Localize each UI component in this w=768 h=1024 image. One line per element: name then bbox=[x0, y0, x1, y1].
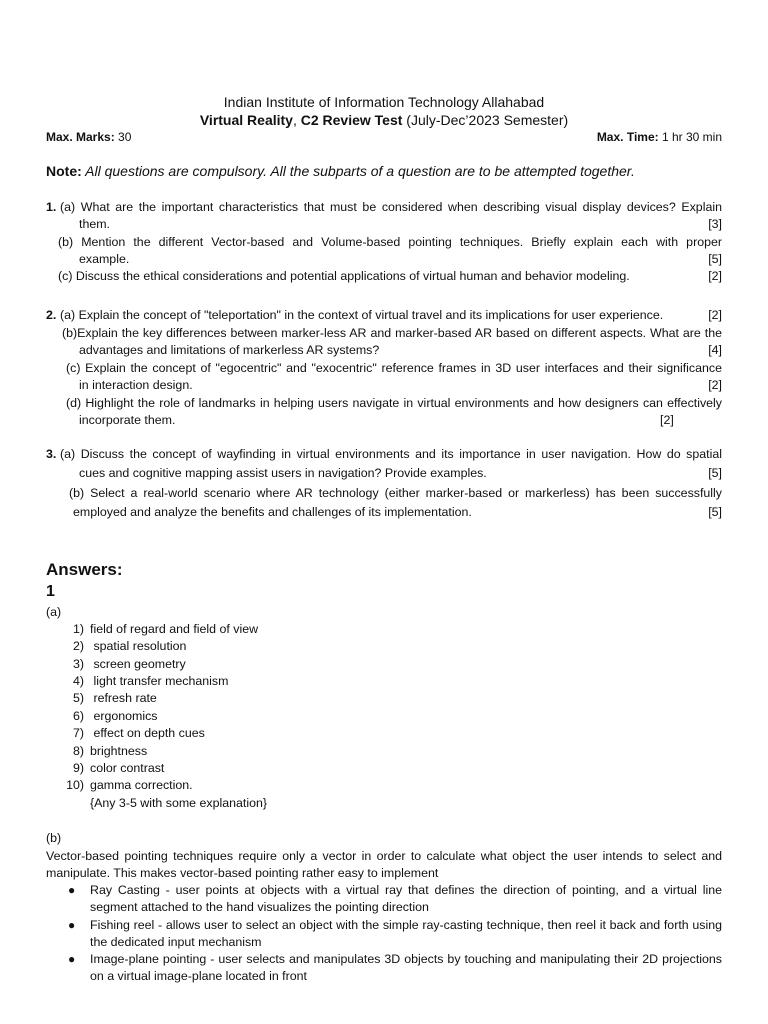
question-text: employed and analyze the benefits and challenges of its implementation. bbox=[73, 505, 472, 519]
max-marks-value: 30 bbox=[114, 130, 132, 144]
max-marks-label: Max. Marks: bbox=[46, 130, 115, 144]
list-item: 6) ergonomics bbox=[72, 709, 158, 723]
question-marks: [3] bbox=[708, 217, 722, 231]
question-text: cues and cognitive mapping assist users in navigation? Provide examples. bbox=[79, 466, 487, 480]
max-time-value: 1 hr 30 min bbox=[658, 130, 722, 144]
list-item: 7) effect on depth cues bbox=[72, 726, 205, 740]
max-time-label: Max. Time: bbox=[596, 130, 659, 144]
list-item: 2) spatial resolution bbox=[72, 639, 187, 653]
test-name: C2 Review Test bbox=[300, 112, 403, 128]
question-marks: [2] bbox=[660, 413, 674, 427]
bullet-icon: ● bbox=[68, 918, 76, 932]
question-marks: [4] bbox=[708, 343, 722, 357]
list-item: 9) color contrast bbox=[72, 761, 165, 775]
list-item: 10) gamma correction. bbox=[66, 778, 193, 792]
semester: (July-Dec’2023 Semester) bbox=[402, 112, 569, 128]
question-text: example. bbox=[79, 252, 130, 266]
question-number: 3. bbox=[46, 447, 57, 461]
list-item: 5) refresh rate bbox=[72, 691, 157, 705]
question-text: advantages and limitations of markerless AR systems? bbox=[79, 343, 380, 357]
question-text: in interaction design. bbox=[79, 378, 193, 392]
question-marks: [5] bbox=[708, 466, 722, 480]
question-text: (c) Discuss the ethical considerations and potential applications of virtual human and behavior modeling. bbox=[58, 269, 630, 283]
course-name: Virtual Reality bbox=[199, 112, 293, 128]
list-item: Ray Casting - user points at objects with a virtual ray that defines the direction of pointing, and a virtual line segment attached to the hand visualizes the pointing direction bbox=[90, 883, 722, 914]
question-text: (a) Explain the concept of "teleportation" in the context of virtual travel and its implications for user experience. bbox=[60, 308, 664, 322]
course-title-line bbox=[0, 112, 768, 128]
question-text: incorporate them. bbox=[79, 413, 176, 427]
question-marks: [5] bbox=[708, 505, 722, 519]
answer-part-b-intro: Vector-based pointing techniques require only a vector in order to calculate what object the user intends to select and manipulate. This makes vector-based pointing rather easy to implement bbox=[46, 849, 722, 880]
question-text: (b)Explain the key differences between marker-less AR and marker-based AR based on different aspects. What are the bbox=[62, 326, 722, 340]
question-number: 1. bbox=[46, 200, 57, 214]
list-item: 8) brightness bbox=[72, 744, 148, 758]
answer-1-label: 1 bbox=[46, 583, 55, 600]
list-item: Image-plane pointing - user selects and manipulates 3D objects by touching and manipulating their 2D projections on a virtual image-plane located in front bbox=[90, 952, 722, 983]
list-item: 1) field of regard and field of view bbox=[72, 622, 259, 636]
list-item: Fishing reel - allows user to select an object with the simple ray-casting technique, then reel it back and forth using the dedicated input mechanism bbox=[90, 918, 722, 949]
answers-heading: Answers: bbox=[46, 560, 123, 579]
max-time bbox=[597, 130, 722, 144]
question-text: (a) Discuss the concept of wayfinding in virtual environments and its importance in user navigation. How do spatial bbox=[60, 447, 722, 461]
question-text: (d) Highlight the role of landmarks in helping users navigate in virtual environments and how designers can effectively bbox=[66, 396, 722, 410]
list-item: 4) light transfer mechanism bbox=[72, 674, 229, 688]
answer-part-a-label: (a) bbox=[46, 605, 62, 619]
list-item: 3) screen geometry bbox=[72, 657, 186, 671]
question-text: (a) What are the important characteristics that must be considered when describing visual display devices? Explain bbox=[60, 200, 722, 214]
separator: , bbox=[292, 112, 301, 128]
question-marks: [5] bbox=[708, 252, 722, 266]
question-text: (b) Mention the different Vector-based and Volume-based pointing techniques. Briefly explain each with proper bbox=[58, 235, 722, 249]
bullet-icon: ● bbox=[68, 883, 76, 897]
bullet-icon: ● bbox=[68, 952, 76, 966]
max-marks bbox=[46, 130, 131, 144]
note-label: Note: bbox=[46, 163, 82, 179]
question-text: (c) Explain the concept of "egocentric" and "exocentric" reference frames in 3D user interfaces and their significance bbox=[66, 361, 722, 375]
note bbox=[46, 163, 635, 179]
institute-name: Indian Institute of Information Technology Allahabad bbox=[223, 94, 545, 110]
question-text: (b) Select a real-world scenario where AR technology (either marker-based or markerless) has been successfully bbox=[69, 486, 722, 500]
note-text: All questions are compulsory. All the subparts of a question are to be attempted together. bbox=[81, 163, 635, 179]
question-marks: [2] bbox=[708, 308, 722, 322]
question-number: 2. bbox=[46, 308, 57, 322]
answer-part-b-label: (b) bbox=[46, 831, 62, 845]
list-note: {Any 3-5 with some explanation} bbox=[90, 796, 268, 810]
question-text: them. bbox=[79, 217, 110, 231]
question-marks: [2] bbox=[708, 269, 722, 283]
question-marks: [2] bbox=[708, 378, 722, 392]
